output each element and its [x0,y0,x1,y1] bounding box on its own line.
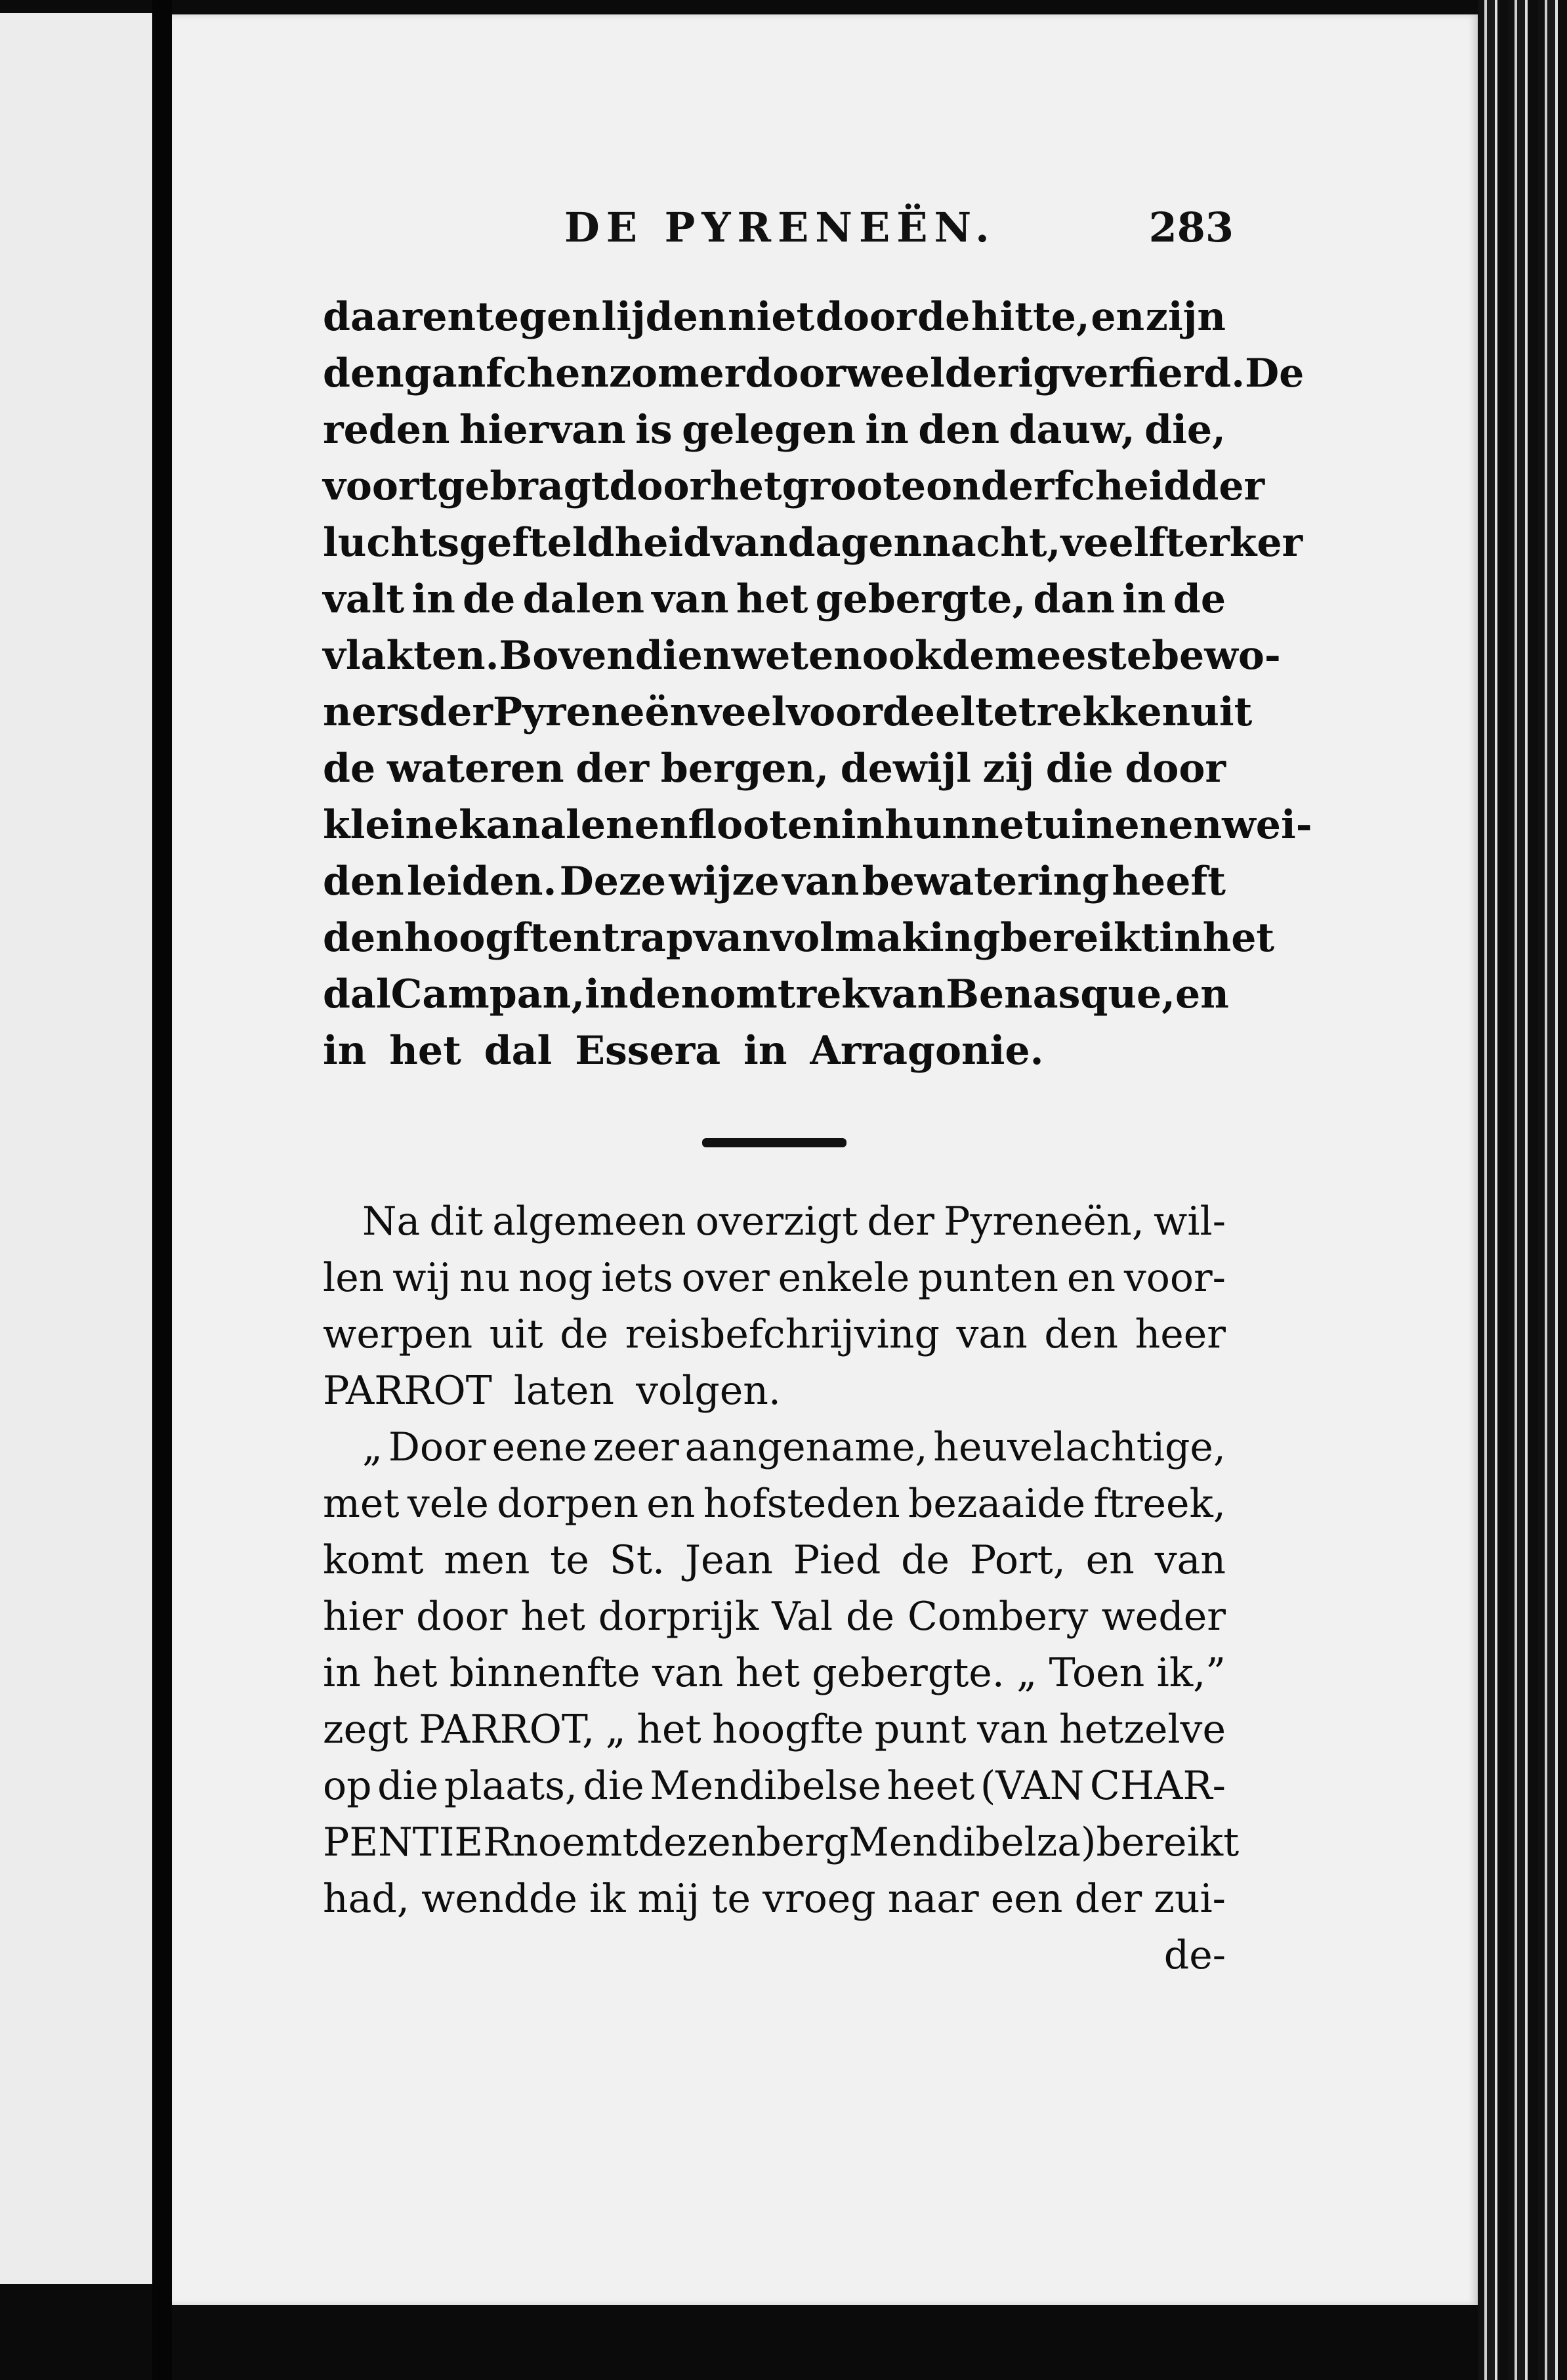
gutter-shadow [152,0,172,2380]
text-line: dal Campan, in den omtrek van Benasque, en [323,971,1229,1017]
text-line: PENTIER noemt dezen berg Mendibelza) bereikt [323,1819,1240,1865]
text-line: hier door het dorprijk Val de Combery weder [323,1594,1226,1640]
text-line: in het dal Essera in Arragonie. [323,1028,1044,1074]
text-line: komt men te St. Jean Pied de Port, en van [323,1537,1226,1583]
page-number: 283 [1148,203,1234,251]
text-line: Na dit algemeen overzigt der Pyreneën, wil- [362,1199,1226,1244]
running-head: DE PYRENEËN. [564,203,996,251]
text-line: daarentegen lijden niet door de hitte, en zijn [323,294,1226,340]
text-line: „ Door eene zeer aangename, heuvelachtige, [362,1424,1226,1470]
page-edges [1478,0,1567,2380]
text-line: kleine kanalen en flooten in hunne tuinen en wei- [323,802,1312,848]
paragraph-1 [323,289,1312,1079]
text-line: luchtsgefteldheid van dag en nacht, veel fterker [323,520,1303,566]
text-line: den hoogften trap van volmaking bereikt in het [323,915,1275,961]
catchword: de- [1163,1932,1226,1978]
body-text [323,289,1312,1984]
text-line: op die plaats, die Mendibelse heet (VAN CHAR- [323,1763,1226,1809]
page-header [328,197,1234,269]
text-line: ners der Pyreneën veel voordeel te trekken uit [323,689,1253,735]
text-line: in het binnenfte van het gebergte. „ Toen ik,” [323,1650,1226,1696]
text-line: vlakten. Bovendien weten ook de meeste bewo- [323,633,1281,679]
text-line: len wij nu nog iets over enkele punten en voor- [323,1255,1226,1301]
facing-page-edge [0,13,152,2284]
paragraph-2 [323,1193,1226,1419]
section-divider [702,1138,846,1147]
text-line: den leiden. Deze wijze van bewatering heeft [323,859,1226,904]
text-line: had, wendde ik mij te vroeg naar een der zui- [323,1876,1226,1922]
text-line: met vele dorpen en hofsteden bezaaide ftreek, [323,1481,1226,1527]
text-line: PARROT laten volgen. [323,1368,781,1414]
paragraph-3 [323,1419,1240,1927]
text-line: den ganfchen zomer door weelderig verfierd. De [323,351,1305,396]
text-line: valt in de dalen van het gebergte, dan in de [323,576,1226,622]
text-line: de wateren der bergen, dewijl zij die door [323,746,1226,792]
text-line: voortgebragt door het groote onderfcheid der [323,463,1265,509]
text-line: zegt PARROT, „ het hoogfte punt van hetzelve [323,1707,1226,1753]
text-line: werpen uit de reisbefchrijving van den heer [323,1311,1226,1357]
text-line: reden hiervan is gelegen in den dauw, die, [323,407,1226,453]
